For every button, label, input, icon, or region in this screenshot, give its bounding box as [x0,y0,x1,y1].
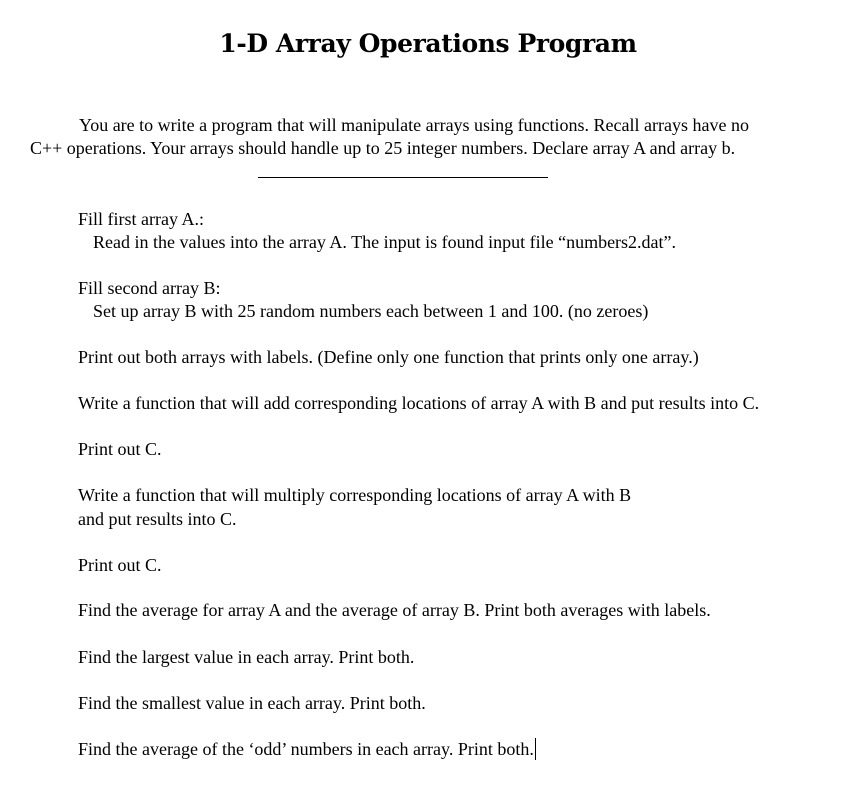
smallest-instruction: Find the smallest value in each array. Print both. [78,693,426,713]
odd-average-instruction: Find the average of the ‘odd’ numbers in each array. Print both. [78,739,534,759]
add-function-instruction: Write a function that will add corresponding locations of array A with B and put results into C. [78,393,760,413]
fill-b-heading: Fill second array B: [78,278,221,298]
average-instruction: Find the average for array A and the average of array B. Print both averages with labels. [78,600,711,620]
print-c-instruction-2: Print out C. [78,555,162,575]
page-title: 1-D Array Operations Program [219,29,637,58]
text-cursor [535,738,537,760]
largest-instruction: Find the largest value in each array. Print both. [78,647,415,667]
fill-a-detail: Read in the values into the array A. The input is found input file “numbers2.dat”. [93,232,677,252]
multiply-instruction-line-1: Write a function that will multiply corresponding locations of array A with B [78,485,632,505]
horizontal-divider [258,177,548,178]
print-both-instruction: Print out both arrays with labels. (Define only one function that prints only one array.) [78,347,699,367]
multiply-instruction-line-2: and put results into C. [78,509,237,529]
fill-a-heading: Fill first array A.: [78,209,204,229]
odd-average-line [78,737,536,761]
fill-b-detail: Set up array B with 25 random numbers each between 1 and 100. (no zeroes) [93,301,649,321]
intro-line-2: C++ operations. Your arrays should handle up to 25 integer numbers. Declare array A and array b. [30,138,736,158]
print-c-instruction-1: Print out C. [78,439,162,459]
intro-line-1: You are to write a program that will manipulate arrays using functions. Recall arrays have no [79,115,749,135]
